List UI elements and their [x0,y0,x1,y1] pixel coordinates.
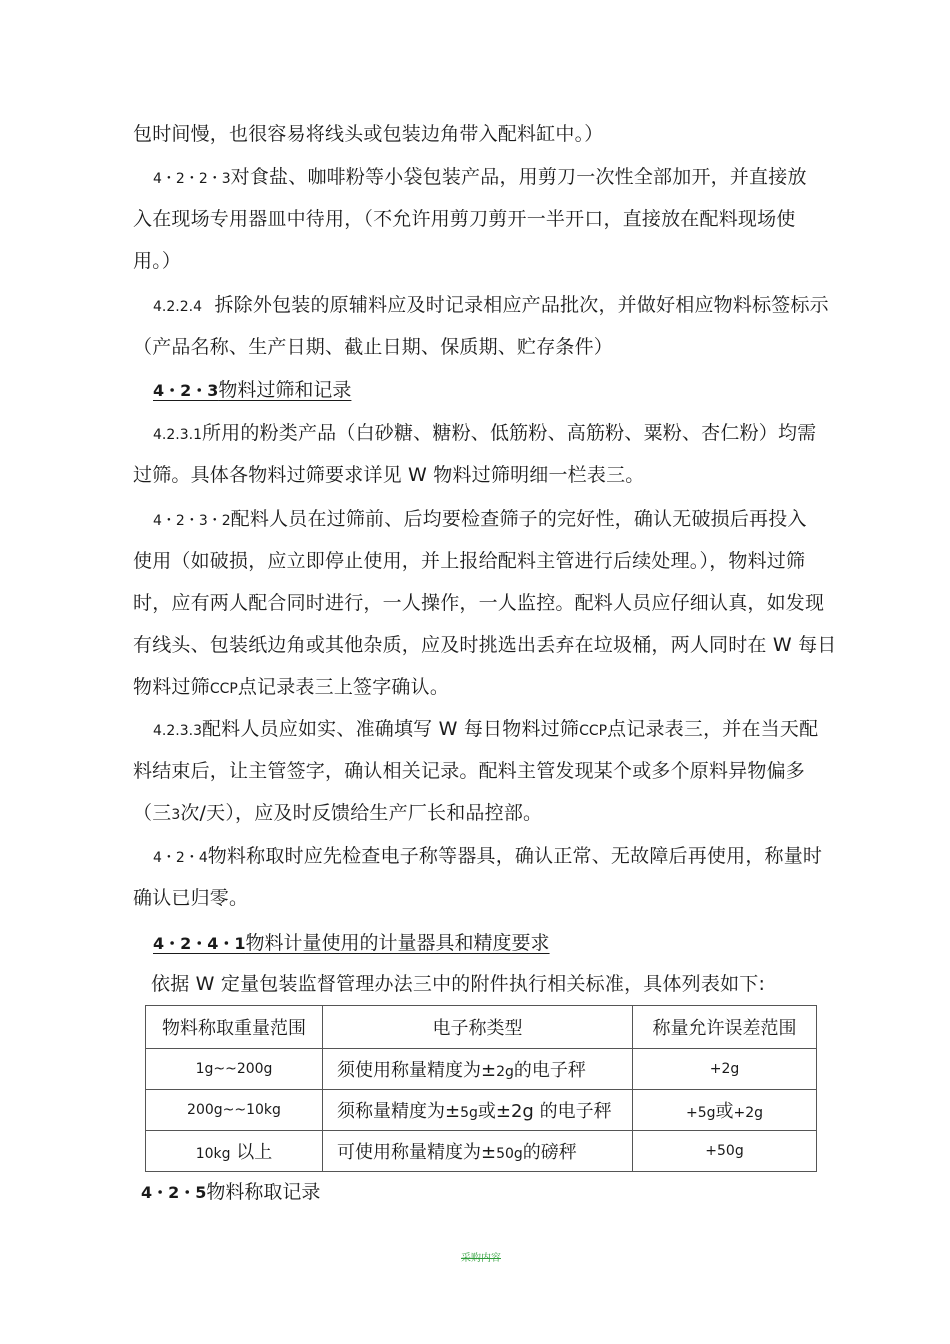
section-heading-4241: 4・2・4・1物料计量使用的计量器具和精度要求 [153,932,550,954]
section-number: 4・2・4 [153,850,208,866]
table-row [146,1090,817,1131]
table-cell: +2g [633,1049,817,1090]
paragraph-4223: 4・2・2・3对食盐、咖啡粉等小袋包装产品，用剪刀一次性全部加开，并直接放 [153,166,807,188]
section-number: 4.2.3.1 [153,427,202,443]
table-cell: +5g或+2g [633,1090,817,1131]
paragraph-424: 4・2・4物料称取时应先检查电子称等器具，确认正常、无故障后再使用，称量时 [153,845,823,867]
table-cell: 须使用称量精度为±2g的电子秤 [323,1049,633,1090]
paragraph-line: 确认已归零。 [133,887,249,909]
paragraph-line: 料结束后，让主管签字，确认相关记录。配料主管发现某个或多个原料异物偏多 [133,760,806,782]
paragraph-line: （产品名称、生产日期、截止日期、保质期、贮存条件） [133,336,614,358]
paragraph-line: 物料过筛CCP点记录表三上签字确认。 [133,676,450,698]
table-cell: +50g [633,1131,817,1172]
paragraph-line: 过筛。具体各物料过筛要求详见 W 物料过筛明细一栏表三。 [133,464,645,486]
section-heading-425: 4・2・5物料称取记录 [141,1181,321,1203]
table-header: 称量允许误差范围 [633,1006,817,1049]
paragraph-4233: 4.2.3.3配料人员应如实、准确填写 W 每日物料过筛CCP点记录表三，并在当天配 [153,718,819,740]
footer-watermark: 采购内容 [461,1253,501,1264]
paragraph-4231: 4.2.3.1所用的粉类产品（白砂糖、糖粉、低筋粉、高筋粉、粟粉、杏仁粉）均需 [153,422,817,444]
section-number: 4・2・2・3 [153,171,231,187]
table-cell: 1g~~200g [146,1049,323,1090]
table-cell: 须称量精度为±5g或±2g 的电子秤 [323,1090,633,1131]
table-header-row [146,1006,817,1049]
section-number: 4.2.3.3 [153,723,202,739]
paragraph-line: 时，应有两人配合同时进行，一人操作，一人监控。配料人员应仔细认真，如发现 [133,592,825,614]
section-heading-423: 4・2・3物料过筛和记录 [153,379,352,401]
paragraph-4224: 4.2.2.4 拆除外包装的原辅料应及时记录相应产品批次，并做好相应物料标签标示 [153,294,829,316]
section-number: 4.2.2.4 [153,299,202,315]
paragraph-line: 包时间慢，也很容易将线头或包装边角带入配料缸中。） [133,123,604,145]
table-row [146,1131,817,1172]
table-row [146,1049,817,1090]
paragraph-line: 使用（如破损，应立即停止使用，并上报给配料主管进行后续处理。），物料过筛 [133,550,806,572]
table-cell: 10kg 以上 [146,1131,323,1172]
paragraph-line: 入在现场专用器皿中待用，（不允许用剪刀剪开一半开口，直接放在配料现场使 [133,208,796,230]
table-cell: 可使用称量精度为±50g的磅秤 [323,1131,633,1172]
paragraph-line: 用。） [133,250,182,272]
measurement-table [145,1005,817,1172]
table-cell: 200g~~10kg [146,1090,323,1131]
table-header: 物料称取重量范围 [146,1006,323,1049]
paragraph-4232: 4・2・3・2配料人员在过筛前、后均要检查筛子的完好性，确认无破损后再投入 [153,508,807,530]
paragraph-line: 有线头、包装纸边角或其他杂质，应及时挑选出丢弃在垃圾桶，两人同时在 W 每日 [133,634,837,656]
table-intro: 依据 W 定量包装监督管理办法三中的附件执行相关标准，具体列表如下: [151,973,766,995]
table-header: 电子称类型 [323,1006,633,1049]
paragraph-line: （三3次/天），应及时反馈给生产厂长和品控部。 [133,802,543,824]
section-number: 4・2・3・2 [153,513,231,529]
